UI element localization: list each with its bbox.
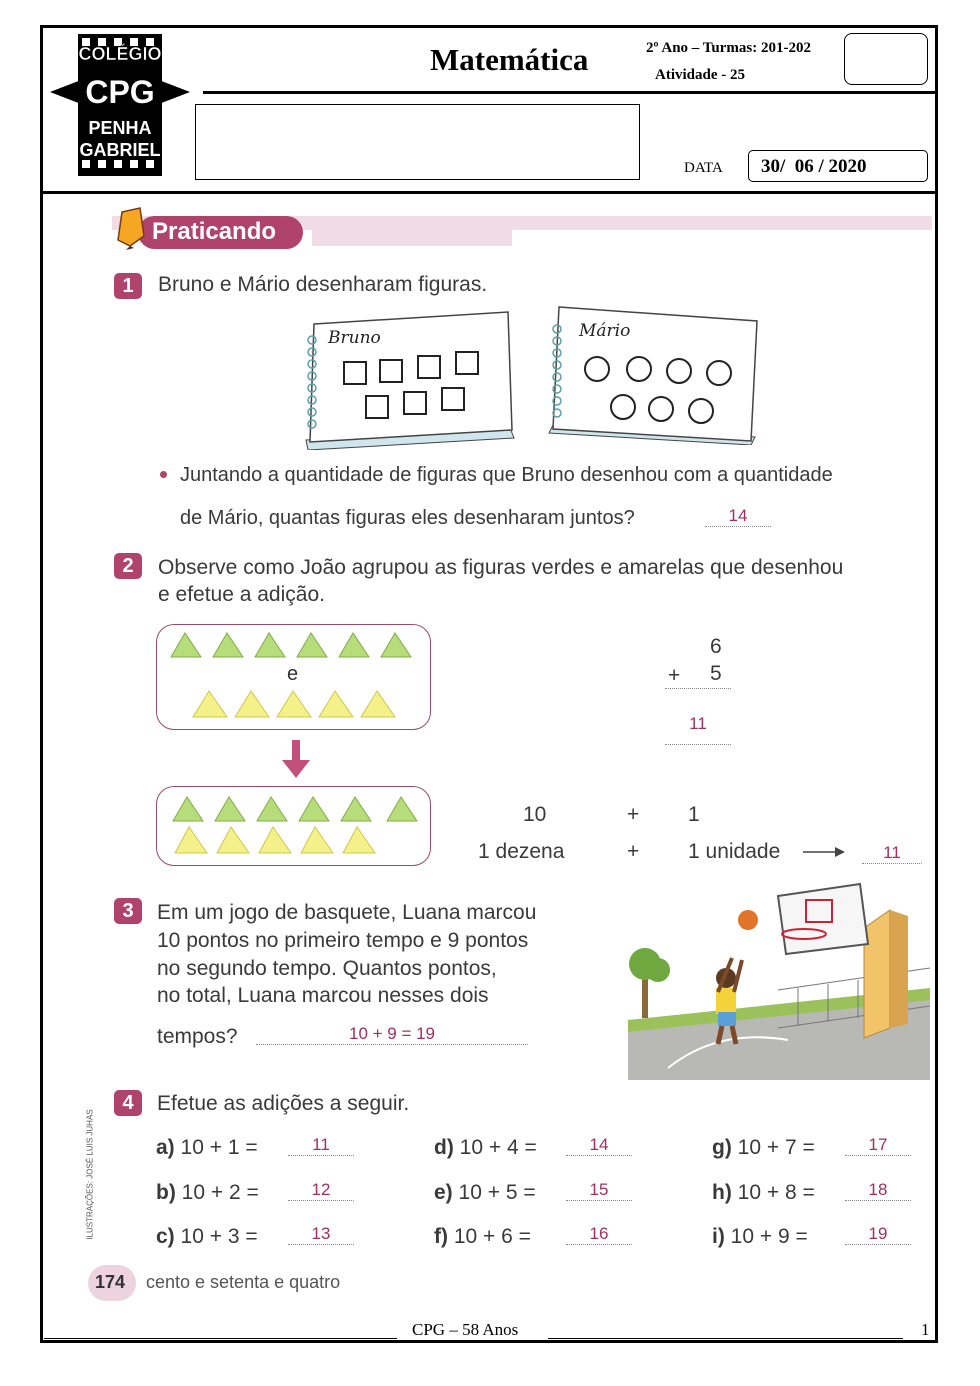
bruno-notebook: [300, 310, 520, 450]
header-bottom-rule: [40, 191, 938, 194]
plus-sign-2: +: [627, 803, 640, 826]
item-c-label: c): [156, 1225, 175, 1248]
question-1-text: Bruno e Mário desenharam figuras.: [158, 273, 488, 296]
sum-rule: [665, 688, 731, 689]
item-e-expr: 10 + 5 =: [458, 1181, 536, 1204]
header-rule: [203, 91, 938, 94]
footer-page-number: 1: [921, 1320, 930, 1339]
item-e-answer[interactable]: 15: [566, 1180, 632, 1201]
item-c-answer[interactable]: 13: [288, 1224, 354, 1245]
item-a-label: a): [156, 1136, 175, 1159]
illustration-credits: ILUSTRAÇÕES: JOSÉ LUIS JUHAS: [85, 1109, 95, 1240]
question-3-line-3: no segundo tempo. Quantos pontos,: [157, 957, 497, 980]
decomposition-answer[interactable]: 11: [862, 843, 922, 864]
footer-rule-left: [44, 1338, 397, 1339]
grade-box: [844, 33, 928, 85]
sum-answer[interactable]: 11: [665, 714, 731, 745]
item-h-answer[interactable]: 18: [845, 1180, 911, 1201]
question-3-answer[interactable]: 10 + 9 = 19: [256, 1024, 528, 1045]
item-h-label: h): [712, 1181, 732, 1204]
item-c-expr: 10 + 3 =: [180, 1225, 258, 1248]
question-1-bullet-line-2: de Mário, quantas figuras eles desenharam juntos?: [180, 507, 635, 529]
student-name-field[interactable]: [195, 104, 640, 180]
mario-label: Mário: [579, 321, 631, 341]
separate-groups-box: [156, 624, 431, 730]
question-3-line-2: 10 pontos no primeiro tempo e 9 pontos: [157, 929, 529, 952]
item-d-expr: 10 + 4 =: [459, 1136, 537, 1159]
arrow-right-icon: [803, 844, 845, 860]
tens-label: 1 dezena: [478, 840, 565, 863]
item-d-answer[interactable]: 14: [566, 1135, 632, 1156]
ones-label: 1 unidade: [688, 840, 781, 863]
item-i: [712, 1225, 808, 1249]
question-3-number: 3: [114, 898, 142, 924]
addend-bottom: 5: [710, 662, 722, 685]
item-a: [156, 1136, 258, 1160]
question-3-line-1: Em um jogo de basquete, Luana marcou: [157, 901, 537, 924]
logo-line-2: CPG: [85, 74, 155, 110]
pencil-icon: [114, 206, 150, 250]
tens-value: 10: [523, 803, 547, 826]
item-b-answer[interactable]: 12: [288, 1180, 354, 1201]
arrow-down-icon: [280, 740, 312, 780]
date-field[interactable]: [748, 150, 928, 182]
section-banner: [112, 214, 932, 250]
question-3-last-line: tempos?: [157, 1025, 238, 1048]
logo-line-3: PENHA: [88, 118, 152, 138]
activity-label: Atividade - 25: [655, 67, 745, 83]
basketball-illustration: [628, 878, 930, 1080]
question-2-number: 2: [114, 553, 142, 579]
bullet: [160, 471, 167, 478]
item-g-answer[interactable]: 17: [845, 1135, 911, 1156]
item-a-expr: 10 + 1 =: [180, 1136, 258, 1159]
book-page-words: cento e setenta e quatro: [146, 1272, 341, 1292]
item-i-expr: 10 + 9 =: [730, 1225, 808, 1248]
item-g-label: g): [712, 1136, 732, 1159]
item-h-expr: 10 + 8 =: [737, 1181, 815, 1204]
footer-center: CPG – 58 Anos: [412, 1320, 519, 1339]
mario-notebook: [545, 305, 765, 445]
item-g: [712, 1136, 815, 1160]
logo-line-1: COLÉGIO: [78, 44, 162, 64]
section-title: Praticando: [152, 218, 277, 245]
question-1-bullet-line-1: Juntando a quantidade de figuras que Bruno desenhou com a quantidade: [180, 464, 833, 486]
question-2-line-1: Observe como João agrupou as figuras verdes e amarelas que desenhou: [158, 556, 844, 579]
question-4-text: Efetue as adições a seguir.: [157, 1092, 410, 1115]
date-value: 30/ 06 / 2020: [761, 156, 867, 177]
item-a-answer[interactable]: 11: [288, 1135, 354, 1156]
item-i-label: i): [712, 1225, 725, 1248]
grade-line: 2º Ano – Turmas: 201-202: [646, 40, 811, 56]
footer-rule-right: [548, 1338, 903, 1339]
question-1-number: 1: [114, 273, 142, 299]
item-f: [434, 1225, 531, 1249]
plus-sign-3: +: [627, 840, 640, 863]
item-e: [434, 1181, 536, 1205]
item-e-label: e): [434, 1181, 453, 1204]
plus-sign: +: [668, 664, 681, 687]
question-1-answer[interactable]: 14: [705, 506, 771, 527]
subject-title: Matemática: [430, 42, 589, 77]
item-g-expr: 10 + 7 =: [737, 1136, 815, 1159]
ones-value: 1: [688, 803, 700, 826]
date-label: DATA: [684, 160, 723, 176]
item-b: [156, 1181, 259, 1205]
question-4-number: 4: [114, 1090, 142, 1116]
item-f-label: f): [434, 1225, 448, 1248]
logo-line-4: GABRIEL: [79, 140, 161, 160]
regrouped-box: [156, 786, 431, 866]
item-b-expr: 10 + 2 =: [181, 1181, 259, 1204]
connector-e: e: [287, 663, 299, 685]
question-3-line-4: no total, Luana marcou nesses dois: [157, 984, 489, 1007]
item-d-label: d): [434, 1136, 454, 1159]
item-f-expr: 10 + 6 =: [453, 1225, 531, 1248]
book-page-number: 174: [95, 1272, 126, 1292]
item-i-answer[interactable]: 19: [845, 1224, 911, 1245]
bruno-label: Bruno: [328, 328, 381, 348]
addend-top: 6: [710, 635, 722, 658]
item-f-answer[interactable]: 16: [566, 1224, 632, 1245]
item-b-label: b): [156, 1181, 176, 1204]
question-2-line-2: e efetue a adição.: [158, 583, 325, 606]
school-logo: [50, 30, 190, 180]
item-h: [712, 1181, 815, 1205]
item-c: [156, 1225, 258, 1249]
item-d: [434, 1136, 537, 1160]
